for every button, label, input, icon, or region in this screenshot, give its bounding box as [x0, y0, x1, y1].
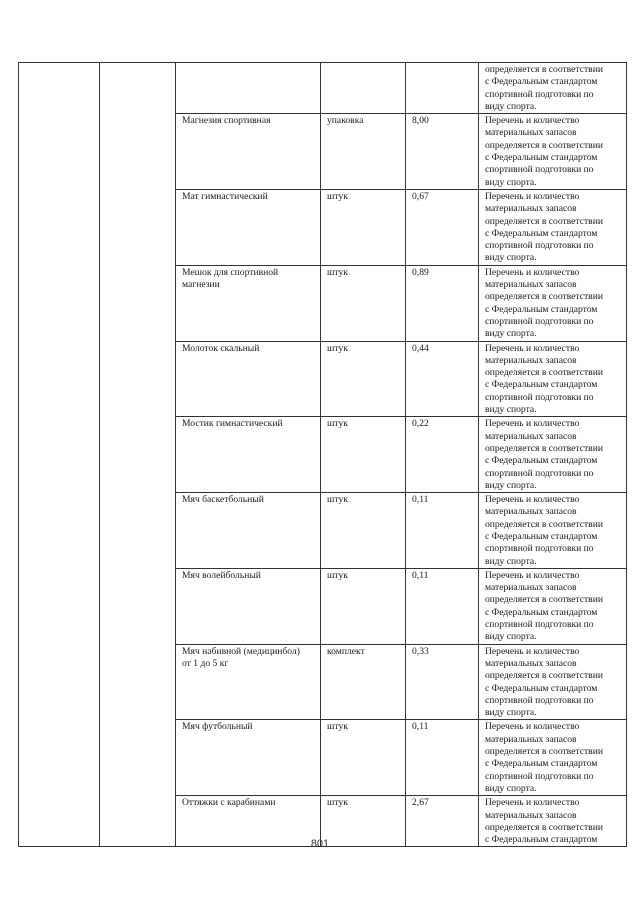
- merged-cell-col2: [100, 63, 176, 847]
- note-line: определяется в соответствии: [485, 367, 603, 379]
- note-line: Перечень и количество: [485, 721, 580, 733]
- item-name-line: Магнезия спортивная: [182, 115, 271, 127]
- unit-cell: штук: [321, 796, 406, 847]
- note-cell: [479, 114, 627, 190]
- note-line: виду спорта.: [485, 707, 537, 719]
- note-line: Перечень и количество: [485, 115, 580, 127]
- note-line: определяется в соответствии: [485, 442, 603, 454]
- quantity-cell: 0,89: [406, 265, 479, 341]
- merged-cell-col1: [19, 63, 100, 847]
- item-name-cell: [176, 644, 321, 720]
- unit-cell: штук: [321, 341, 406, 417]
- item-name-line: Мостик гимнастический: [182, 418, 283, 430]
- note-line: определяется в соответствии: [485, 518, 603, 530]
- note-line: спортивной подготовки по: [485, 315, 594, 327]
- note-line: с Федеральным стандартом: [485, 530, 598, 542]
- note-line: спортивной подготовки по: [485, 543, 594, 555]
- note-line: с Федеральным стандартом: [485, 76, 598, 88]
- quantity-cell: 0,22: [406, 417, 479, 493]
- item-name-line: Мяч набивной (медицинбол): [182, 645, 300, 657]
- note-line: с Федеральным стандартом: [485, 758, 598, 770]
- note-line: с Федеральным стандартом: [485, 455, 598, 467]
- note-line: Перечень и количество: [485, 266, 580, 278]
- note-line: спортивной подготовки по: [485, 694, 594, 706]
- note-cell: [479, 189, 627, 265]
- item-name-line: Мешок для спортивной: [182, 266, 279, 278]
- note-line: с Федеральным стандартом: [485, 834, 598, 846]
- note-line: с Федеральным стандартом: [485, 379, 598, 391]
- table-row-continued: [19, 63, 627, 114]
- note-line: Перечень и количество: [485, 190, 580, 202]
- note-cell: [479, 493, 627, 569]
- note-cell: [479, 63, 627, 114]
- item-name-line: Мат гимнастический: [182, 190, 268, 202]
- note-cell: [479, 644, 627, 720]
- note-line: с Федеральным стандартом: [485, 152, 598, 164]
- note-line: спортивной подготовки по: [485, 619, 594, 631]
- note-line: материальных запасов: [485, 279, 577, 291]
- item-name-cell: [176, 720, 321, 796]
- quantity-cell: 0,67: [406, 189, 479, 265]
- note-line: с Федеральным стандартом: [485, 682, 598, 694]
- note-line: с Федеральным стандартом: [485, 303, 598, 315]
- note-line: Перечень и количество: [485, 797, 580, 809]
- quantity-cell: 8,00: [406, 114, 479, 190]
- equipment-table: [18, 62, 627, 847]
- item-name-line: магнезии: [182, 279, 220, 291]
- note-line: материальных запасов: [485, 127, 577, 139]
- unit-cell: штук: [321, 493, 406, 569]
- quantity-cell: 0,44: [406, 341, 479, 417]
- note-line: определяется в соответствии: [485, 670, 603, 682]
- quantity-cell: 0,11: [406, 720, 479, 796]
- note-line: определяется в соответствии: [485, 139, 603, 151]
- note-cell: [479, 265, 627, 341]
- note-line: материальных запасов: [485, 733, 577, 745]
- item-name-cell: [176, 568, 321, 644]
- note-line: спортивной подготовки по: [485, 391, 594, 403]
- item-name-cell: [176, 114, 321, 190]
- note-line: Перечень и количество: [485, 569, 580, 581]
- item-name-line: Мяч баскетбольный: [182, 494, 264, 506]
- item-name-line: Мяч футбольный: [182, 721, 253, 733]
- note-line: спортивной подготовки по: [485, 467, 594, 479]
- note-line: определяется в соответствии: [485, 215, 603, 227]
- item-name-line: Мяч волейбольный: [182, 569, 261, 581]
- note-line: виду спорта.: [485, 100, 537, 112]
- note-line: с Федеральным стандартом: [485, 227, 598, 239]
- unit-cell: штук: [321, 417, 406, 493]
- note-line: материальных запасов: [485, 657, 577, 669]
- item-name-cell: [176, 265, 321, 341]
- note-line: определяется в соответствии: [485, 746, 603, 758]
- item-name-cell: [176, 189, 321, 265]
- note-cell: [479, 417, 627, 493]
- unit-cell: штук: [321, 189, 406, 265]
- quantity-cell: 0,11: [406, 493, 479, 569]
- quantity-cell: 2,67: [406, 796, 479, 847]
- quantity-cell: [406, 63, 479, 114]
- note-line: Перечень и количество: [485, 418, 580, 430]
- note-line: определяется в соответствии: [485, 64, 603, 75]
- note-line: виду спорта.: [485, 404, 537, 416]
- note-line: материальных запасов: [485, 506, 577, 518]
- note-line: определяется в соответствии: [485, 821, 603, 833]
- note-cell: [479, 341, 627, 417]
- note-cell: [479, 568, 627, 644]
- note-line: Перечень и количество: [485, 494, 580, 506]
- note-line: виду спорта.: [485, 479, 537, 491]
- note-line: определяется в соответствии: [485, 291, 603, 303]
- quantity-cell: 0,33: [406, 644, 479, 720]
- item-name-cell: [176, 341, 321, 417]
- item-name-cell: [176, 63, 321, 114]
- note-line: Перечень и количество: [485, 645, 580, 657]
- unit-cell: [321, 63, 406, 114]
- unit-cell: штук: [321, 568, 406, 644]
- note-line: определяется в соответствии: [485, 594, 603, 606]
- note-cell: [479, 720, 627, 796]
- note-line: спортивной подготовки по: [485, 88, 594, 100]
- note-line: виду спорта.: [485, 176, 537, 188]
- note-line: материальных запасов: [485, 430, 577, 442]
- item-name-line: Молоток скальный: [182, 342, 260, 354]
- note-line: материальных запасов: [485, 809, 577, 821]
- unit-cell: штук: [321, 720, 406, 796]
- note-line: спортивной подготовки по: [485, 240, 594, 252]
- note-line: Перечень и количество: [485, 342, 580, 354]
- note-line: виду спорта.: [485, 782, 537, 794]
- unit-cell: штук: [321, 265, 406, 341]
- note-line: спортивной подготовки по: [485, 164, 594, 176]
- item-name-cell: [176, 417, 321, 493]
- note-line: материальных запасов: [485, 582, 577, 594]
- note-line: материальных запасов: [485, 203, 577, 215]
- note-line: виду спорта.: [485, 631, 537, 643]
- quantity-cell: 0,11: [406, 568, 479, 644]
- item-name-line: от 1 до 5 кг: [182, 657, 229, 669]
- note-line: материальных запасов: [485, 354, 577, 366]
- unit-cell: комплект: [321, 644, 406, 720]
- note-line: виду спорта.: [485, 555, 537, 567]
- page-number: 801: [310, 838, 330, 850]
- note-line: спортивной подготовки по: [485, 770, 594, 782]
- note-line: виду спорта.: [485, 252, 537, 264]
- item-name-cell: [176, 493, 321, 569]
- equipment-table-body: [19, 63, 627, 847]
- note-line: виду спорта.: [485, 328, 537, 340]
- item-name-line: Оттяжки с карабинами: [182, 797, 276, 809]
- note-line: с Федеральным стандартом: [485, 606, 598, 618]
- unit-cell: упаковка: [321, 114, 406, 190]
